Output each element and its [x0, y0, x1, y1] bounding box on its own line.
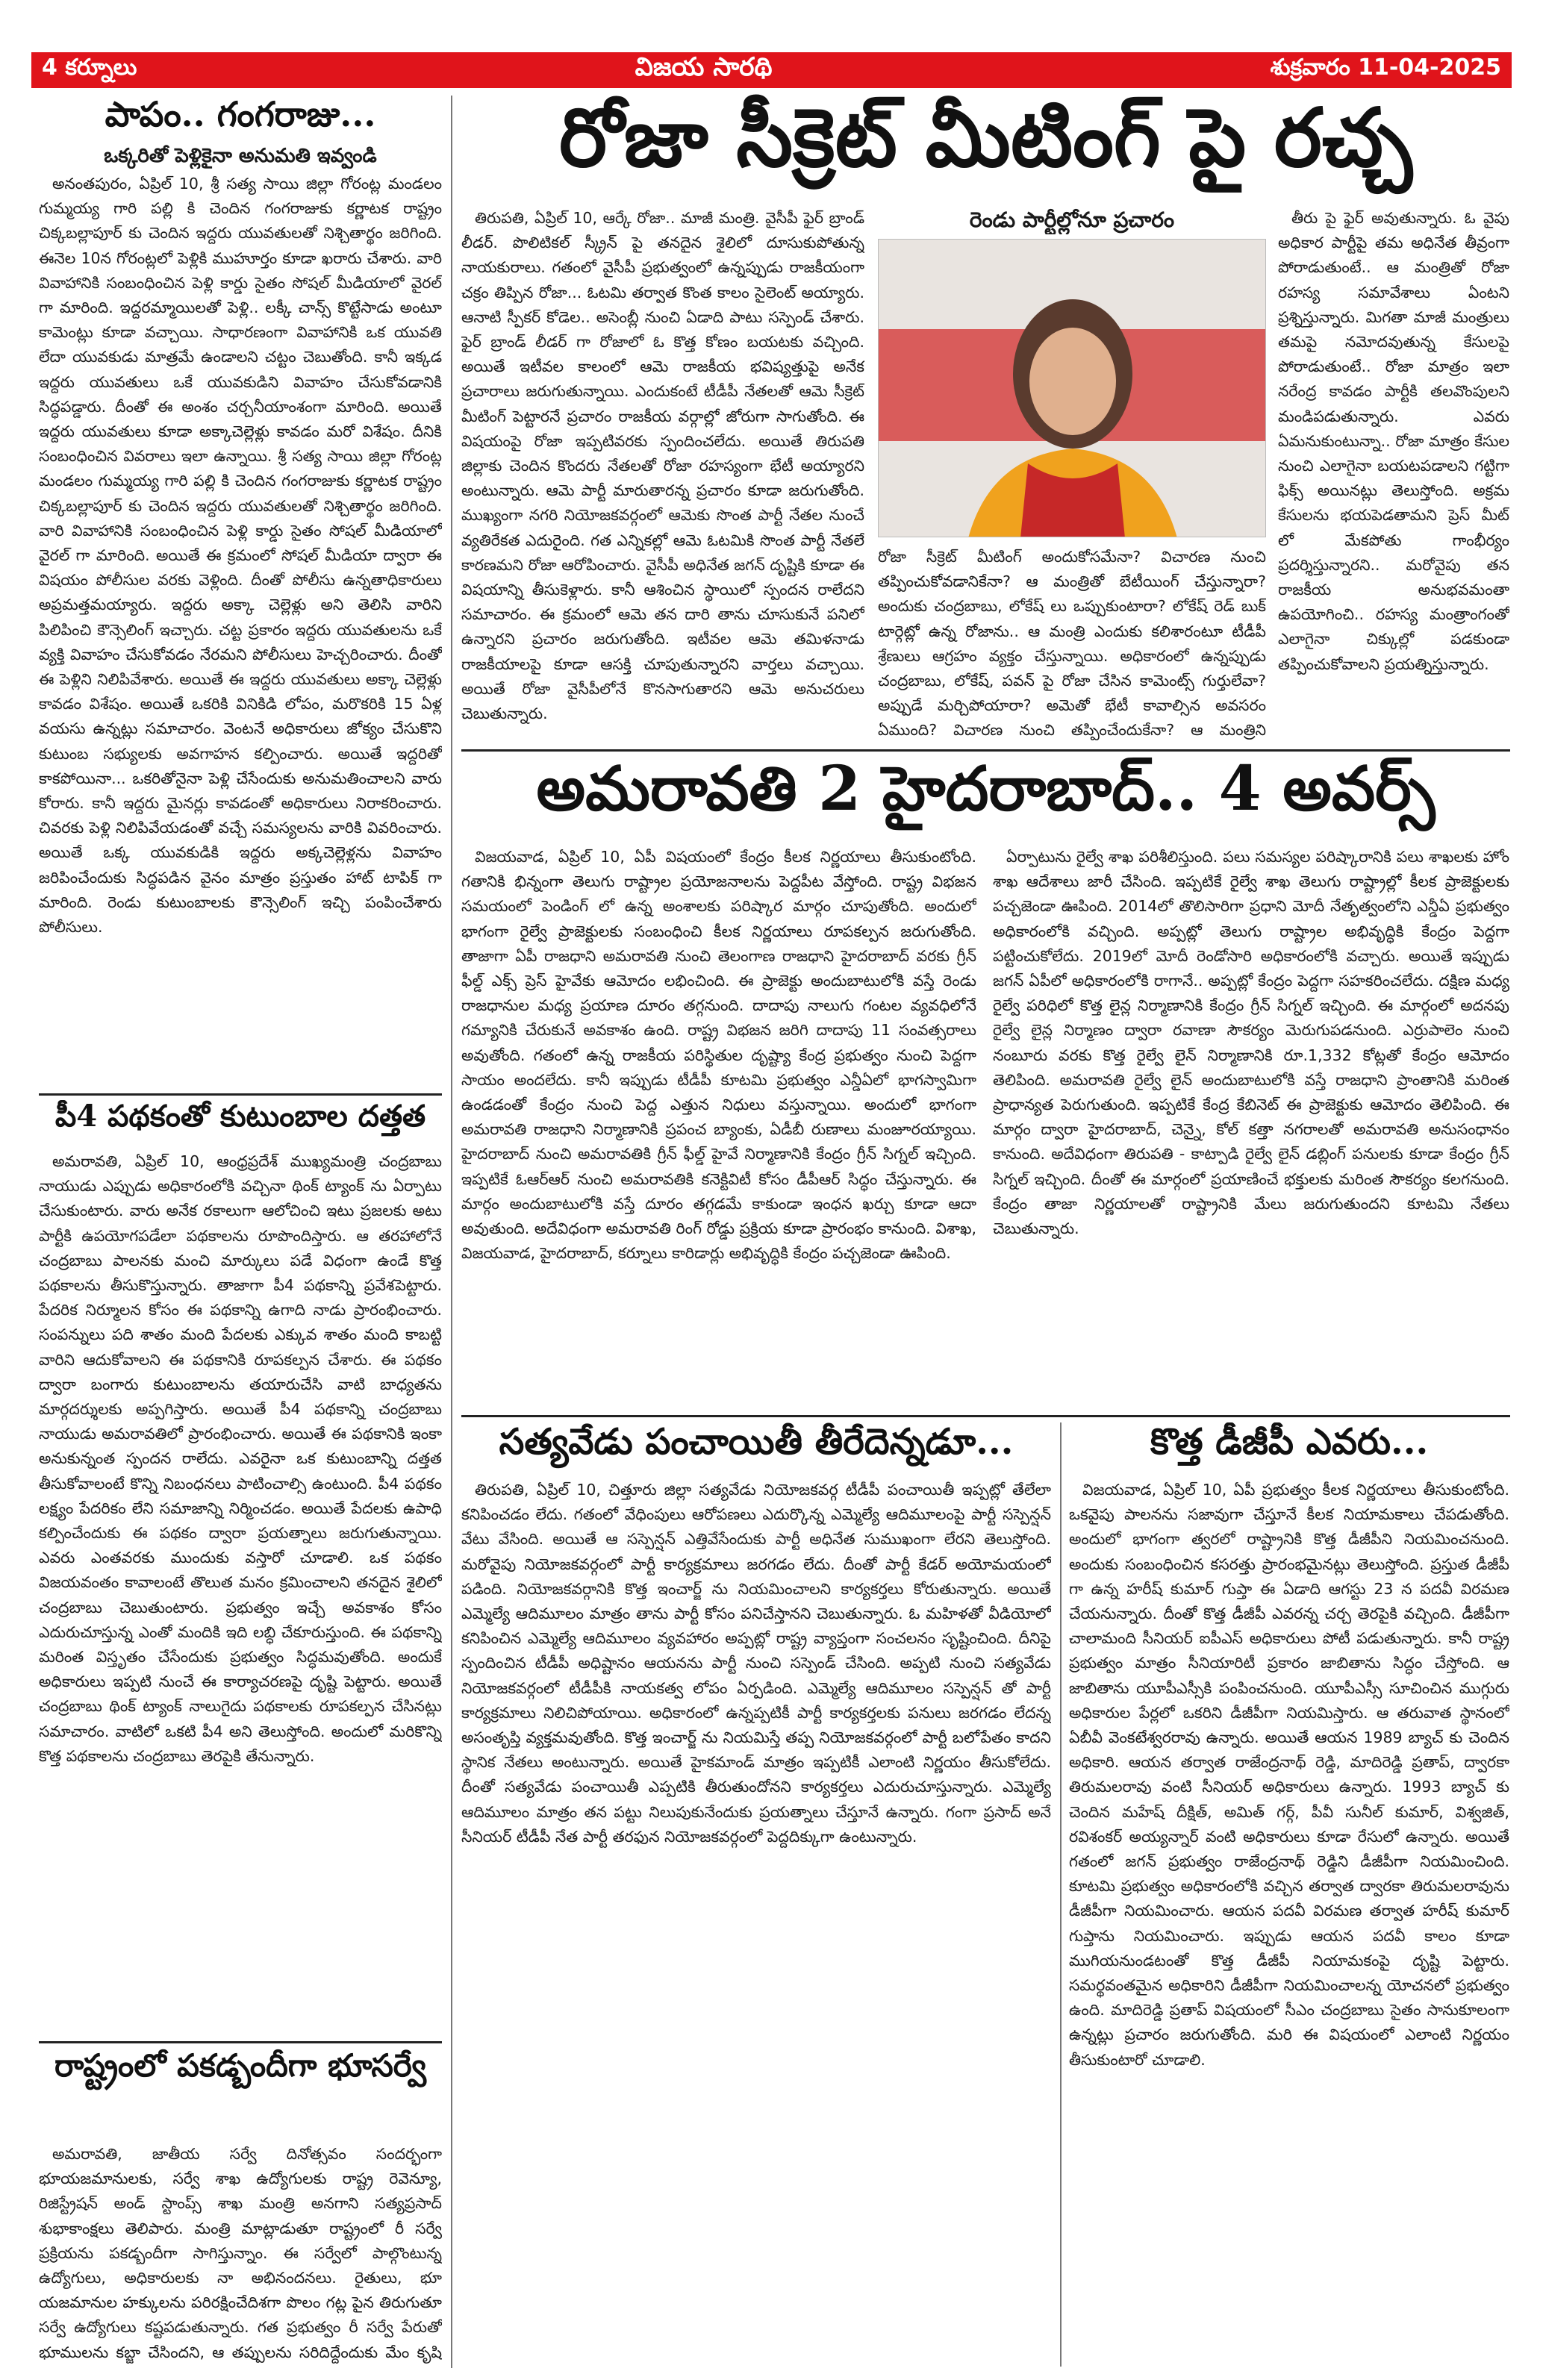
subhead-roja: రెండు పార్టీల్లోనూ ప్రచారం: [969, 207, 1175, 232]
headline-amaravati: అమరావతి 2 హైదరాబాద్.. 4 అవర్స్: [536, 755, 1436, 825]
headline-dgp: కొత్త డీజీపీ ఎవరు...: [1150, 1422, 1429, 1463]
headline-p4: పీ4 పథకంతో కుటుంబాల దత్తత: [54, 1100, 426, 1134]
article-survey-body: [39, 2142, 442, 2366]
article-amaravati-col-left: [461, 845, 976, 1412]
portrait-illustration: [879, 240, 1266, 537]
body-text: ఏర్పాటును రైల్వే శాఖ పరిశీలిస్తుంది. పలు సమస్యల పరిష్కారానికి పలు శాఖలకు హోం శాఖ ఆదేశాలు జారీ చేసింది. ఇప్పటికే రైల్వే శాఖ తెలుగు రాష్ట్రాల్లో కీలక ప్రాజెక్టులకు పచ్చజెండా ఊపింది. 2014లో తొలిసారిగా ప్రధాని మోదీ నేతృత్వంలోని ఎన్డీఏ ప్రభుత్వం అధికారంలోకి వచ్చింది. అప్పట్లో తెలుగు రాష్ట్రాల అభివృద్ధికి కేంద్రం పెద్దగా పట్టించుకోలేదు. 2019లో మోదీ రెండోసారి అధికారంలోకి వచ్చారు. అయితే ఇప్పుడు జగన్ ఏపీలో అధికారంలోకి రాగానే.. అప్పట్లో కేంద్రం పెద్దగా సహకరించలేదు. దక్షిణ మధ్య రైల్వే పరిధిలో కొత్త లైన్ల నిర్మాణానికి కేంద్రం గ్రీన్ సిగ్నల్ ఇచ్చింది. ఈ మార్గంలో అదనపు రైల్వే లైన్ల నిర్మాణం ద్వారా రవాణా సౌకర్యం మెరుగుపడనుంది. ఎర్రుపాలెం నుంచి నంబూరు వరకు కొత్త రైల్వే లైన్ నిర్మాణానికి రూ.1,332 కోట్లతో కేంద్రం ఆమోదం తెలిపింది. అమరావతి రైల్వే లైన్ అందుబాటులోకి వస్తే రాజధాని ప్రాంతానికి మరింత ప్రాధాన్యత పెరుగుతుంది. ఇప్పటికే కేంద్ర కేబినెట్ ఈ ప్రాజెక్టుకు ఆమోదం తెలిపింది. ఈ మార్గం ద్వారా హైదరాబాద్, చెన్నై, కోల్ కత్తా నగరాలతో అమరావతి అనుసంధానం కానుంది. అదేవిధంగా తిరుపతి - కాట్పాడి రైల్వే లైన్ డబ్లింగ్ పనులకు కూడా కేంద్రం గ్రీన్ సిగ్నల్ ఇచ్చింది. దీంతో ఈ మార్గంలో ప్రయాణించే భక్తులకు మరింత సౌకర్యం కలగనుంది. కేంద్రం తాజా నిర్ణయాలతో రాష్ట్రానికి మేలు జరుగుతుందని కూటమి నేతలు చెబుతున్నారు.: [993, 848, 1509, 1238]
headline-roja: రోజా సీక్రెట్ మీటింగ్ పై రచ్చ: [558, 94, 1413, 185]
column-divider: [1060, 1422, 1062, 2367]
headline-satyavedu: సత్యవేడు పంచాయితీ తీరేదెన్నడూ...: [499, 1422, 1014, 1463]
roja-photo-caption: రోజా సీక్రెట్ మీటింగ్ అందుకోసమేనా? విచారణ నుంచి తప్పించుకోవడానికేనా? ఆ మంత్రితో బేటీయింగ్ చేస్తున్నారా? అందుకు చంద్రబాబు, లోకేష్ లు ఒప్పుకుంటారా? లోకేష్ రెడ్ బుక్ టార్గెట్లో ఉన్న రోజాను.. ఆ మంత్రి ఎందుకు కలిశారంటూ టీడీపీ శ్రేణులు ఆగ్రహం వ్యక్తం చేస్తున్నాయి. అధికారంలో ఉన్నప్పుడు చంద్రబాబు, లోకేష్, పవన్ పై రోజా చేసిన కామెంట్స్ గుర్తులేవా? అప్పుడే మర్చిపోయారా? అమెతో భేటీ కావాల్సిన అవసరం ఏముంది? విచారణ నుంచి తప్పించేందుకేనా? ఆ మంత్రిని: [878, 548, 1266, 740]
divider: [461, 1415, 1510, 1417]
article-dgp-body: [1069, 1478, 1509, 2366]
body-text: విజయవాడ, ఏప్రిల్ 10, ఏపీ విషయంలో కేంద్రం కీలక నిర్ణయాలు తీసుకుంటోంది. గతానికి భిన్నంగా తెలుగు రాష్ట్రాల ప్రయోజనాలను పెద్దపీట వేస్తోంది. రాష్ట్ర విభజన సమయంలో పెండింగ్ లో ఉన్న అంశాలకు పరిష్కార మార్గం చూపుతోంది. అందులో భాగంగా రైల్వే ప్రాజెక్టులకు సంబంధించి కీలక నిర్ణయాలు రూపకల్పన జరుగుతోంది. తాజాగా ఏపీ రాజధాని అమరావతి నుంచి తెలంగాణ రాజధాని హైదరాబాద్ వరకు గ్రీన్ ఫీల్డ్ ఎక్స్ ప్రెస్ హైవేకు ఆమోదం లభించింది. ఈ ప్రాజెక్టు అందుబాటులోకి వస్తే రెండు రాజధానుల మధ్య ప్రయాణ దూరం తగ్గనుంది. దాదాపు నాలుగు గంటల వ్యవధిలోనే గమ్యానికి చేరుకునే అవకాశం ఉంది. రాష్ట్ర విభజన జరిగి దాదాపు 11 సంవత్సరాలు అవుతోంది. గతంలో ఉన్న రాజకీయ పరిస్థితుల దృష్ట్యా కేంద్ర ప్రభుత్వం నుంచి పెద్దగా సాయం అందలేదు. కానీ ఇప్పుడు టీడీపీ కూటమి ప్రభుత్వం ఎన్డీఏలో భాగస్వామిగా ఉండడంతో కేంద్రం నుంచి పెద్ద ఎత్తున నిధులు వస్తున్నాయి. అందులో భాగంగా అమరావతి రాజధాని నిర్మాణానికి ప్రపంచ బ్యాంకు, ఏడీబీ రుణాలు మంజూరయ్యాయి. హైదరాబాద్ నుంచి అమరావతికి గ్రీన్ ఫీల్డ్ హైవే నిర్మాణానికి కేంద్రం గ్రీన్ సిగ్నల్ ఇచ్చింది. ఇప్పటికే ఓఆర్ఆర్ నుంచి అమరావతికి కనెక్టివిటీ కోసం డీపీఆర్ సిద్ధం చేస్తున్నారు. ఈ మార్గం అందుబాటులోకి వస్తే దూరం తగ్గడమే కాకుండా ఇంధన ఖర్చు కూడా ఆదా అవుతుంది. అదేవిధంగా అమరావతి రింగ్ రోడ్డు ప్రక్రియ కూడా ప్రారంభం కానుంది. విశాఖ, విజయవాడ, హైదరాబాద్, కర్నూలు కారిడార్లు అభివృద్ధికి కేంద్రం పచ్చజెండా ఊపింది.: [461, 848, 976, 1263]
article-satyavedu-body: [461, 1478, 1051, 2366]
body-text: విజయవాడ, ఏప్రిల్ 10, ఏపీ ప్రభుత్వం కీలక నిర్ణయాలు తీసుకుంటోంది. ఒకవైపు పాలనను సజావుగా చేస్తూనే కీలక నియామకాలు చేపడుతోంది. అందులో భాగంగా త్వరలో రాష్ట్రానికి కొత్త డీజీపీని నియమించనుంది. అందుకు సంబంధించిన కసరత్తు ప్రారంభమైనట్లు తెలుస్తోంది. ప్రస్తుత డీజీపీ గా ఉన్న హరీష్ కుమార్ గుప్తా ఈ ఏడాది ఆగస్టు 23 న పదవీ విరమణ చేయనున్నారు. దీంతో కొత్త డీజీపీ ఎవరన్న చర్చ తెరపైకి వచ్చింది. డీజీపీగా చాలామంది సీనియర్ ఐపీఎస్ అధికారులు పోటీ పడుతున్నారు. కానీ రాష్ట్ర ప్రభుత్వం మాత్రం సీనియారిటీ ప్రకారం జాబితాను సిద్ధం చేస్తోంది. ఆ జాబితాను యూపీఎస్సీకి పంపించనుంది. యూపీఎస్సీ సూచించిన ముగ్గురు అధికారుల పేర్లలో ఒకరిని డీజీపీగా నియమిస్తారు. ఆ తరువాత స్థానంలో ఏబీవీ వెంకటేశ్వరరావు ఉన్నారు. అయితే ఆయన 1989 బ్యాచ్ కు చెందిన అధికారి. ఆయన తర్వాత రాజేంద్రనాథ్ రెడ్డి, మాదిరెడ్డి ప్రతాప్, ద్వారకా తిరుమలరావు వంటి సీనియర్ అధికారులు ఉన్నారు. 1993 బ్యాచ్ కు చెందిన మహేష్ దీక్షిత్, అమిత్ గర్గ్, పీవీ సునీల్ కుమార్, విశ్వజిత్, రవిశంకర్ అయ్యన్నార్ వంటి అధికారులు కూడా రేసులో ఉన్నారు. అయితే గతంలో జగన్ ప్రభుత్వం రాజేంద్రనాథ్ రెడ్డిని డీజీపీగా నియమించింది. కూటమి ప్రభుత్వం అధికారంలోకి వచ్చిన తర్వాత ద్వారకా తిరుమలరావును డీజీపీగా నియమించారు. ఆయన పదవీ విరమణ తర్వాత హరీష్ కుమార్ గుప్తాను నియమించారు. ఇప్పుడు ఆయన పదవీ కాలం కూడా ముగియనుండటంతో కొత్త డీజీపీ నియామకంపై దృష్టి పెట్టారు. సమర్థవంతమైన అధికారిని డీజీపీగా నియమించాలన్న యోచనలో ప్రభుత్వం ఉంది. మాదిరెడ్డి ప్రతాప్ విషయంలో సీఎం చంద్రబాబు సైతం సానుకూలంగా ఉన్నట్లు ప్రచారం జరుగుతోంది. మరి ఈ విషయంలో ఎలాంటి నిర్ణయం తీసుకుంటారో చూడాలి.: [1069, 1481, 1509, 2069]
body-text: అమరావతి, ఏప్రిల్ 10, ఆంధ్రప్రదేశ్ ముఖ్యమంత్రి చంద్రబాబు నాయుడు ఎప్పుడు అధికారంలోకి వచ్చినా థింక్ ట్యాంక్ ను ఏర్పాటు చేసుకుంటారు. వారు అనేక రకాలుగా ఆలోచించి ఇటు ప్రజలకు అటు పార్టీకి ఉపయోగపడేలా పథకాలను రూపొందిస్తారు. ఆ తరహాలోనే చంద్రబాబు పాలనకు మంచి మార్కులు పడే విధంగా ఉండే కొత్త పథకాలను తీసుకొస్తున్నారు. తాజాగా పీ4 పథకాన్ని ప్రవేశపెట్టారు. పేదరిక నిర్మూలన కోసం ఈ పథకాన్ని ఉగాది నాడు ప్రారంభించారు. సంపన్నులు పది శాతం మంది పేదలకు ఎక్కువ శాతం మంది కాబట్టి వారిని ఆదుకోవాలని ఈ పథకానికి రూపకల్పన చేశారు. ఈ పథకం ద్వారా బంగారు కుటుంబాలను తయారుచేసి వాటి బాధ్యతను మార్గదర్శులకు అప్పగిస్తారు. అయితే పీ4 పథకాన్ని చంద్రబాబు నాయుడు అమరావతిలో ప్రారంభించారు. అయితే ఈ పథకానికి ఇంకా అనుకున్నంత స్పందన రాలేదు. ఎవరైనా ఒక కుటుంబాన్ని దత్తత తీసుకోవాలంటే కొన్ని నిబంధనలు పాటించాల్సి ఉంటుంది. పీ4 పథకం లక్ష్యం పేదరికం లేని సమాజాన్ని నిర్మించడం. అయితే పేదలకు ఉపాధి కల్పించేందుకు ఈ పథకం ద్వారా ప్రయత్నాలు జరుగుతున్నాయి. ఎవరు ఎంతవరకు ముందుకు వస్తారో చూడాలి. ఒక పథకం విజయవంతం కావాలంటే తొలుత మనం క్రమించాలని తనదైన శైలిలో చంద్రబాబు చెబుతుంటారు. ప్రభుత్వం ఇచ్చే అవకాశం కోసం ఎదురుచూస్తున్న ఎంతో మందికి ఇది లబ్ధి చేకూరుస్తుంది. ఈ పథకాన్ని మరింత విస్తృతం చేసేందుకు ప్రభుత్వం సిద్ధమవుతోంది. అందుకే అధికారులు ఇప్పటి నుంచే ఈ కార్యాచరణపై దృష్టి పెట్టారు. అయితే చంద్రబాబు థింక్ ట్యాంక్ నాలుగైదు పథకాలకు రూపకల్పన చేసినట్లు సమాచారం. వాటిలో ఒకటి పీ4 అని తెలుస్తోంది. అందులో మరికొన్ని కొత్త పథకాలను చంద్రబాబు తెరపైకి తేనున్నారు.: [39, 1152, 442, 1765]
body-text: తిరుపతి, ఏప్రిల్ 10, చిత్తూరు జిల్లా సత్యవేడు నియోజకవర్గ టీడీపీ పంచాయితీ ఇప్పట్లో తేలేలా కనిపించడం లేదు. గతంలో వేధింపులు ఆరోపణలు ఎదుర్కొన్న ఎమ్మెల్యే ఆదిమూలంపై పార్టీ సస్పెన్షన్ వేటు వేసింది. అయితే ఆ సస్పెన్షన్ ఎత్తివేసేందుకు పార్టీ అధినేత సుముఖంగా లేరని తెలుస్తోంది. మరోవైపు నియోజకవర్గంలో పార్టీ కార్యక్రమాలు జరగడం లేదు. దీంతో పార్టీ కేడర్ అయోమయంలో పడింది. నియోజకవర్గానికి కొత్త ఇంచార్జ్ ను నియమించాలని కార్యకర్తలు కోరుతున్నారు. అయితే ఎమ్మెల్యే ఆదిమూలం మాత్రం తాను పార్టీ కోసం పనిచేస్తానని చెబుతున్నారు. ఓ మహిళతో వీడియోలో కనిపించిన ఎమ్మెల్యే ఆదిమూలం వ్యవహారం అప్పట్లో రాష్ట్ర వ్యాప్తంగా సంచలనం సృష్టించింది. దీనిపై స్పందించిన టీడీపీ అధిష్టానం ఆయనను పార్టీ నుంచి సస్పెండ్ చేసింది. అప్పటి నుంచి సత్యవేడు నియోజకవర్గంలో టీడీపీకి నాయకత్వ లోపం ఏర్పడింది. ఎమ్మెల్యే ఆదిమూలం సస్పెన్షన్ తో పార్టీ కార్యక్రమాలు నిలిచిపోయాయి. అధికారంలో ఉన్నప్పటికీ పార్టీ కార్యకర్తలకు పనులు జరగడం లేదన్న అసంతృప్తి వ్యక్తమవుతోంది. కొత్త ఇంచార్జ్ ను నియమిస్తే తప్ప నియోజకవర్గంలో పార్టీ బలోపేతం కాదని స్థానిక నేతలు అంటున్నారు. అయితే హైకమాండ్ మాత్రం ఇప్పటికీ ఎలాంటి నిర్ణయం తీసుకోలేదు. దీంతో సత్యవేడు పంచాయితీ ఎప్పటికి తీరుతుందోనని కార్యకర్తలు ఎదురుచూస్తున్నారు. ఎమ్మెల్యే ఆదిమూలం మాత్రం తన పట్టు నిలుపుకునేందుకు ప్రయత్నాలు చేస్తూనే ఉన్నారు. గంగా ప్రసాద్ అనే సీనియర్ టీడీపీ నేత పార్టీ తరఫున నియోజకవర్గంలో పెద్దదిక్కుగా ఉంటున్నారు.: [461, 1481, 1051, 1846]
body-text: తీరు పై ఫైర్ అవుతున్నారు. ఓ వైపు అధికార పార్టీపై తమ అధినేత తీవ్రంగా పోరాడుతుంటే.. ఆ మంత్రితో రోజా రహస్య సమావేశాలు ఏంటని ప్రశ్నిస్తున్నారు. మిగతా మాజీ మంత్రులు తమపై నమోదవుతున్న కేసులపై పోరాడుతుంటే.. రోజా మాత్రం ఇలా నరేంద్ర కావడం పార్టీకి తలవొంపులని మండిపడుతున్నారు. ఎవరు ఏమనుకుంటున్నా.. రోజా మాత్రం కేసుల నుంచి ఎలాగైనా బయటపడాలని గట్టిగా ఫిక్స్ అయినట్లు తెలుస్తోంది. అక్రమ కేసులను భయపెడతామని ప్రెస్ మీట్ లో మేకపోతు గాంభీర్యం ప్రదర్శిస్తున్నారని.. మరోవైపు తన రాజకీయ అనుభవమంతా ఉపయోగించి.. రహస్య మంత్రాంగంతో ఎలాగైనా చిక్కుల్లో పడకుండా తప్పించుకోవాలని ప్రయత్నిస్తున్నారు.: [1278, 209, 1509, 673]
body-text: అనంతపురం, ఏప్రిల్ 10, శ్రీ సత్య సాయి జిల్లా గోరంట్ల మండలం గుమ్మయ్య గారి పల్లి కి చెందిన గంగరాజుకు కర్ణాటక రాష్ట్రం చిక్కబల్లాపూర్ కు చెందిన ఇద్దరు యువతులతో నిశ్చితార్థం జరిగింది. ఈనెల 10న గోరంట్లలో పెళ్లికి ముహూర్తం కూడా ఖరారు చేశారు. వారి వివాహానికి సంబంధించిన పెళ్లి కార్డు సైతం సోషల్ మీడియాలో వైరల్ గా మారింది. ఇద్దరమ్మాయిలతో పెళ్లి.. లక్కీ చాన్స్ కొట్టేసాడు అంటూ కామెంట్లు కూడా వచ్చాయి. సాధారణంగా వివాహానికి ఒక యువతి లేదా యువకుడు మాత్రమే ఉండాలని చట్టం చెబుతోంది. కానీ ఇక్కడ ఇద్దరు యువతులు ఒకే యువకుడిని వివాహం చేసుకోవడానికి సిద్ధపడ్డారు. దీంతో ఈ అంశం చర్చనీయాంశంగా మారింది. అయితే ఇద్దరు యువతులు కూడా అక్కాచెల్లెళ్లు కావడం మరో విశేషం. దీనికి సంబంధించిన వివరాలు ఇలా ఉన్నాయి. శ్రీ సత్య సాయి జిల్లా గోరంట్ల మండలం గుమ్మయ్య గారి పల్లి కి చెందిన గంగరాజుకు కర్ణాటక రాష్ట్రం చిక్కబల్లాపూర్ కు చెందిన ఇద్దరు యువతులతో నిశ్చితార్థం జరిగింది. వారి వివాహానికి సంబంధించిన పెళ్లి కార్డు సైతం సోషల్ మీడియాలో వైరల్ గా మారింది. అయితే ఈ క్రమంలో సోషల్ మీడియా ద్వారా ఈ విషయం పోలీసుల వరకు వెళ్లింది. దీంతో పోలీసు ఉన్నతాధికారులు అప్రమత్తమయ్యారు. ఇద్దరు అక్కా చెల్లెళ్లు అని తెలిసి వారిని పిలిపించి కౌన్సెలింగ్ ఇచ్చారు. చట్ట ప్రకారం ఇద్దరు యువతులను ఒకే వ్యక్తి వివాహం చేసుకోవడం నేరమని పోలీసులు హెచ్చరించారు. దీంతో ఈ పెళ్లిని నిలిపివేశారు. అయితే ఈ ఇద్దరు యువతులు అక్కా చెల్లెళ్లు కావడం విశేషం. అయితే ఒకరికి వినికిడి లోపం, మరొకరికి 15 ఏళ్ల వయసు ఉన్నట్లు సమాచారం. వెంటనే అధికారులు జోక్యం చేసుకొని కుటుంబ సభ్యులకు అవగాహన కల్పించారు. అయితే ఇద్దరితో కాకపోయినా... ఒకరితోనైనా పెళ్లి చేసేందుకు అనుమతించాలని వారు కోరారు. కానీ ఇద్దరు మైనర్లు కావడంతో అధికారులు నిరాకరించారు. చివరకు పెళ్లి నిలిపివేయడంతో వచ్చే సమస్యలను వారికి వివరించారు. అయితే ఒక్క యువకుడికి ఇద్దరు అక్కచెల్లెళ్లను వివాహం జరిపించేందుకు సిద్ధపడిన వైనం మాత్రం ప్రస్తుతం హాట్ టాపిక్ గా మారింది. రెండు కుటుంబాలకు కౌన్సెలింగ్ ఇచ్చి పంపించేశారు పోలీసులు.: [39, 175, 442, 937]
newspaper-name: విజయ సారథి: [635, 52, 773, 82]
page-number-district: 4 కర్నూలు: [42, 54, 137, 81]
article-gangaraju-body: [39, 172, 442, 1090]
article-p4-body: [39, 1149, 442, 2037]
masthead: [31, 52, 1512, 88]
issue-date: శుక్రవారం 11-04-2025: [1270, 54, 1501, 81]
body-text: అమరావతి, జాతీయ సర్వే దినోత్సవం సందర్భంగా భూయజమానులకు, సర్వే శాఖ ఉద్యోగులకు రాష్ట్ర రెవెన్యూ, రిజిస్ట్రేషన్ అండ్ స్టాంప్స్ శాఖ మంత్రి అనగాని సత్యప్రసాద్ శుభాకాంక్షలు తెలిపారు. మంత్రి మాట్లాడుతూ రాష్ట్రంలో రీ సర్వే ప్రక్రియను పకడ్బందీగా సాగిస్తున్నాం. ఈ సర్వేలో పాల్గొంటున్న ఉద్యోగులు, అధికారులకు నా అభినందనలు. రైతులు, భూ యజమానుల హక్కులను పరిరక్షించేదిశగా పొలం గట్ల పైన తిరుగుతూ సర్వే ఉద్యోగులు కష్టపడుతున్నారు. గత ప్రభుత్వం రీ సర్వే పేరుతో భూములను కబ్జా చేసిందని, ఆ తప్పులను సరిదిద్దేందుకు మేం కృషి: [39, 2145, 442, 2361]
column-divider: [451, 96, 452, 2368]
divider: [461, 749, 1510, 752]
body-text: తిరుపతి, ఏప్రిల్ 10, ఆర్కే రోజా.. మాజీ మంత్రి. వైసీపీ ఫైర్ బ్రాండ్ లీడర్. పొలిటికల్ స్క్రీన్ పై తనదైన శైలిలో దూసుకుపోతున్న నాయకురాలు. గతంలో వైసీపీ ప్రభుత్వంలో ఉన్నప్పుడు రాజకీయంగా చక్రం తిప్పిన రోజా... ఓటమి తర్వాత కొంత కాలం సైలెంట్ అయ్యారు. ఆనాటి స్పీకర్ కోడెల.. అసెంబ్లీ నుంచి ఏడాది పాటు సస్పెండ్ చేశారు. ఫైర్ బ్రాండ్ లీడర్ గా రోజాలో ఓ కొత్త కోణం బయటకు వచ్చింది. అయితే ఇటీవల కాలంలో ఆమె రాజకీయ భవిష్యత్తుపై అనేక ప్రచారాలు జరుగుతున్నాయి. ఎందుకంటే టీడీపీ నేతలతో ఆమె సీక్రెట్ మీటింగ్ పెట్టారనే ప్రచారం రాజకీయ వర్గాల్లో జోరుగా సాగుతోంది. ఈ విషయంపై రోజా ఇప్పటివరకు స్పందించలేదు. అయితే తిరుపతి జిల్లాకు చెందిన కొందరు నేతలతో రోజా రహస్యంగా భేటీ అయ్యారని అంటున్నారు. ఆమె పార్టీ మారుతారన్న ప్రచారం కూడా జరుగుతోంది. ముఖ్యంగా నగరి నియోజకవర్గంలో ఆమెకు సొంత పార్టీ నేతల నుంచే వ్యతిరేకత ఎదురైంది. గత ఎన్నికల్లో ఆమె ఓటమికి సొంత పార్టీ నేతలే కారణమని రోజా ఆరోపించారు. వైసీపీ అధినేత జగన్ దృష్టికి కూడా ఈ విషయాన్ని తీసుకెళ్లారు. కానీ ఆశించిన స్థాయిలో స్పందన రాలేదని సమాచారం. ఈ క్రమంలో ఆమె తన దారి తాను చూసుకునే పనిలో ఉన్నారని ప్రచారం జరుగుతోంది. ఇటీవల ఆమె తమిళనాడు రాజకీయాలపై కూడా ఆసక్తి చూపుతున్నారని వార్తలు వచ్చాయి. అయితే రోజా వైసీపీలోనే కొనసాగుతారని ఆమె అనుచరులు చెబుతున్నారు.: [461, 209, 864, 723]
roja-photo: [878, 239, 1266, 537]
divider: [39, 2041, 442, 2043]
article-roja-col-right: [1278, 206, 1509, 743]
headline-gangaraju: పాపం.. గంగరాజు...: [105, 96, 376, 134]
divider: [39, 1093, 442, 1096]
article-amaravati-col-right: [993, 845, 1509, 1412]
subhead-gangaraju: ఒక్కరితో పెళ్లికైనా అనుమతి ఇవ్వండి: [104, 145, 377, 167]
headline-survey: రాష్ట్రంలో పకడ్బందీగా భూసర్వే: [54, 2049, 426, 2084]
article-roja-col-left: [461, 206, 864, 743]
